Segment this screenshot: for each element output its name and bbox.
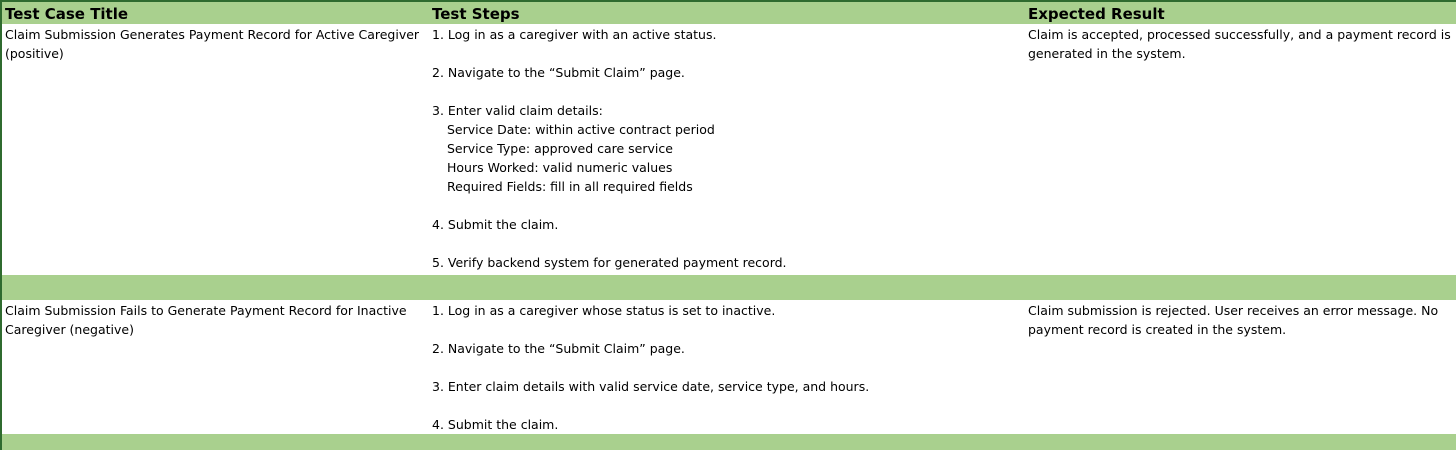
case-1-result-cell[interactable] <box>1028 25 1451 63</box>
case-1-title-line-2: (positive) <box>5 46 64 61</box>
case-1-step-3-service-date: Service Date: within active contract period <box>447 122 715 137</box>
case-1-step-3-service-type: Service Type: approved care service <box>447 141 673 156</box>
case-2-title-line-1: Claim Submission Fails to Generate Payment Record for Inactive <box>5 303 407 318</box>
case-2-step-3: 3. Enter claim details with valid service date, service type, and hours. <box>432 379 870 394</box>
separator-row <box>2 275 1456 300</box>
case-2-result-cell[interactable] <box>1028 301 1438 339</box>
case-2-result-line-1: Claim submission is rejected. User receives an error message. No <box>1028 303 1439 318</box>
header-test-case-title[interactable]: Test Case Title <box>5 5 129 23</box>
case-1-step-3: 3. Enter valid claim details: <box>432 103 603 118</box>
case-1-step-2: 2. Navigate to the “Submit Claim” page. <box>432 65 685 80</box>
case-1-step-4: 4. Submit the claim. <box>432 217 559 232</box>
case-2-step-1: 1. Log in as a caregiver whose status is set to inactive. <box>432 303 776 318</box>
case-1-result-line-1: Claim is accepted, processed successfully, and a payment record is <box>1028 27 1451 42</box>
header-row <box>2 0 1456 24</box>
case-1-title-cell[interactable] <box>5 25 419 63</box>
case-2-steps-cell[interactable] <box>432 301 869 434</box>
case-1-steps-cell[interactable] <box>432 25 787 272</box>
case-1-step-3-hours-worked: Hours Worked: valid numeric values <box>447 160 673 175</box>
case-1-step-5: 5. Verify backend system for generated payment record. <box>432 255 787 270</box>
header-expected-result[interactable]: Expected Result <box>1028 5 1165 23</box>
case-1-step-3-required-fields: Required Fields: fill in all required fields <box>447 179 693 194</box>
case-1-step-1: 1. Log in as a caregiver with an active status. <box>432 27 717 42</box>
case-2-title-line-2: Caregiver (negative) <box>5 322 134 337</box>
case-2-step-4: 4. Submit the claim. <box>432 417 559 432</box>
case-2-result-line-2: payment record is created in the system. <box>1028 322 1287 337</box>
case-2-step-2: 2. Navigate to the “Submit Claim” page. <box>432 341 685 356</box>
case-1-result-line-2: generated in the system. <box>1028 46 1186 61</box>
header-test-steps[interactable]: Test Steps <box>432 5 520 23</box>
case-1-title-line-1: Claim Submission Generates Payment Record for Active Caregiver <box>5 27 420 42</box>
bottom-row <box>2 434 1456 450</box>
case-2-title-cell[interactable] <box>5 301 407 339</box>
